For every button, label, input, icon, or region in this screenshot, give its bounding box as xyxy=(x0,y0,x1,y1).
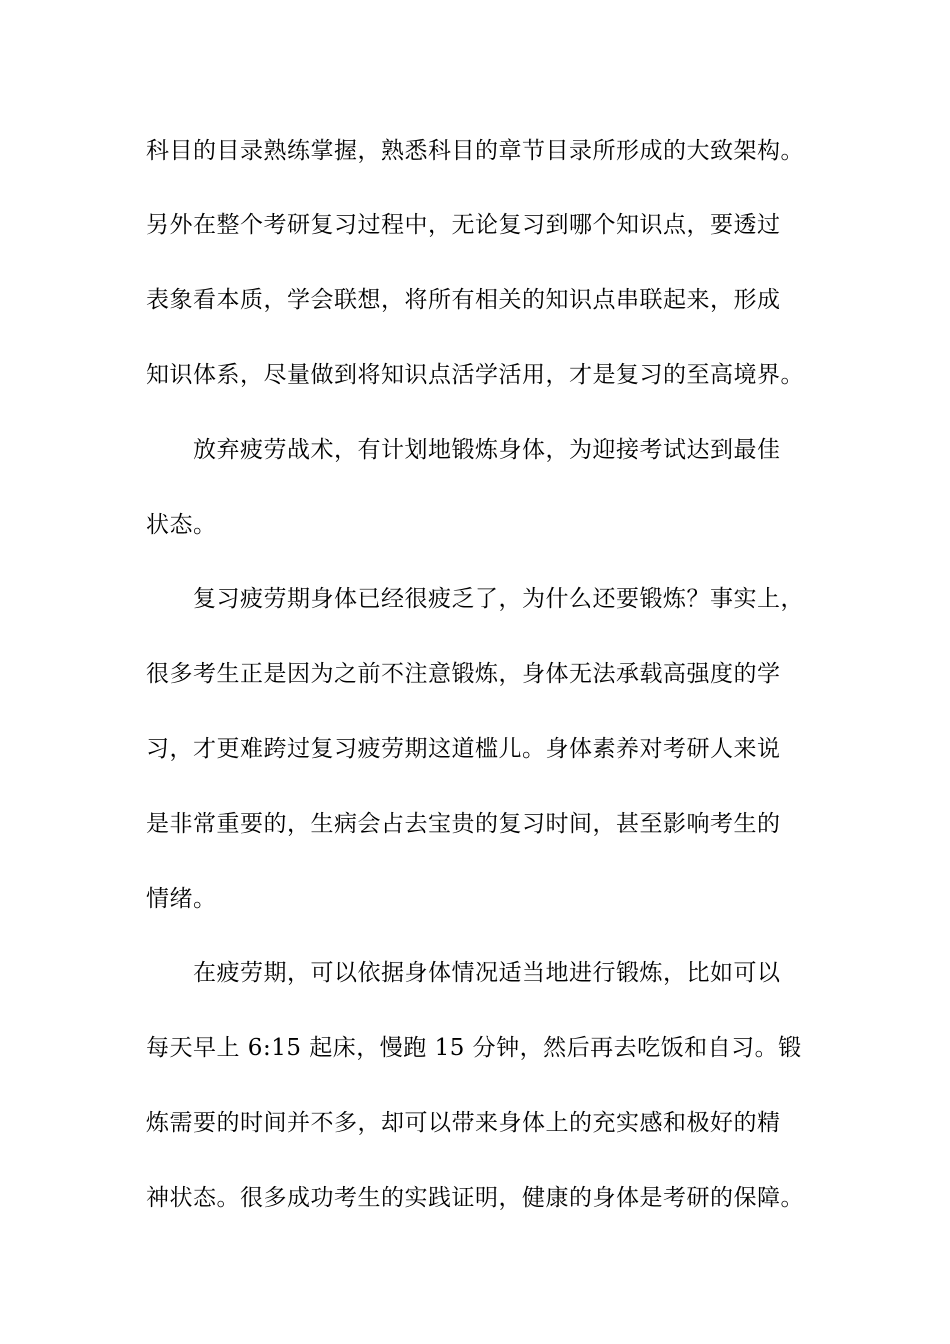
text-line: 科目的目录熟练掌握，熟悉科目的章节目录所形成的大致架构。 xyxy=(146,138,804,164)
text-line: 是非常重要的，生病会占去宝贵的复习时间，甚至影响考生的 xyxy=(146,811,781,837)
text-line: 习，才更难跨过复习疲劳期这道槛儿。身体素养对考研人来说 xyxy=(146,736,781,762)
text-line: 神状态。很多成功考生的实践证明，健康的身体是考研的保障。 xyxy=(146,1185,804,1211)
text-line: 表象看本质，学会联想，将所有相关的知识点串联起来，形成 xyxy=(146,287,781,313)
text-line: 复习疲劳期身体已经很疲乏了，为什么还要锻炼？事实上， xyxy=(193,586,804,612)
text-line: 在疲劳期，可以依据身体情况适当地进行锻炼，比如可以 xyxy=(193,960,781,986)
text-line: 炼需要的时间并不多，却可以带来身体上的充实感和极好的精 xyxy=(146,1110,781,1136)
text-line: 放弃疲劳战术，有计划地锻炼身体，为迎接考试达到最佳 xyxy=(193,437,781,463)
text-line: 另外在整个考研复习过程中，无论复习到哪个知识点，要透过 xyxy=(146,212,781,238)
text-line: 很多考生正是因为之前不注意锻炼，身体无法承载高强度的学 xyxy=(146,661,781,687)
text-line: 知识体系，尽量做到将知识点活学活用，才是复习的至高境界。 xyxy=(146,362,804,388)
text-line: 每天早上 6:15 起床，慢跑 15 分钟，然后再去吃饭和自习。锻 xyxy=(146,1035,802,1061)
text-line: 状态。 xyxy=(146,512,217,538)
text-line: 情绪。 xyxy=(146,886,217,912)
